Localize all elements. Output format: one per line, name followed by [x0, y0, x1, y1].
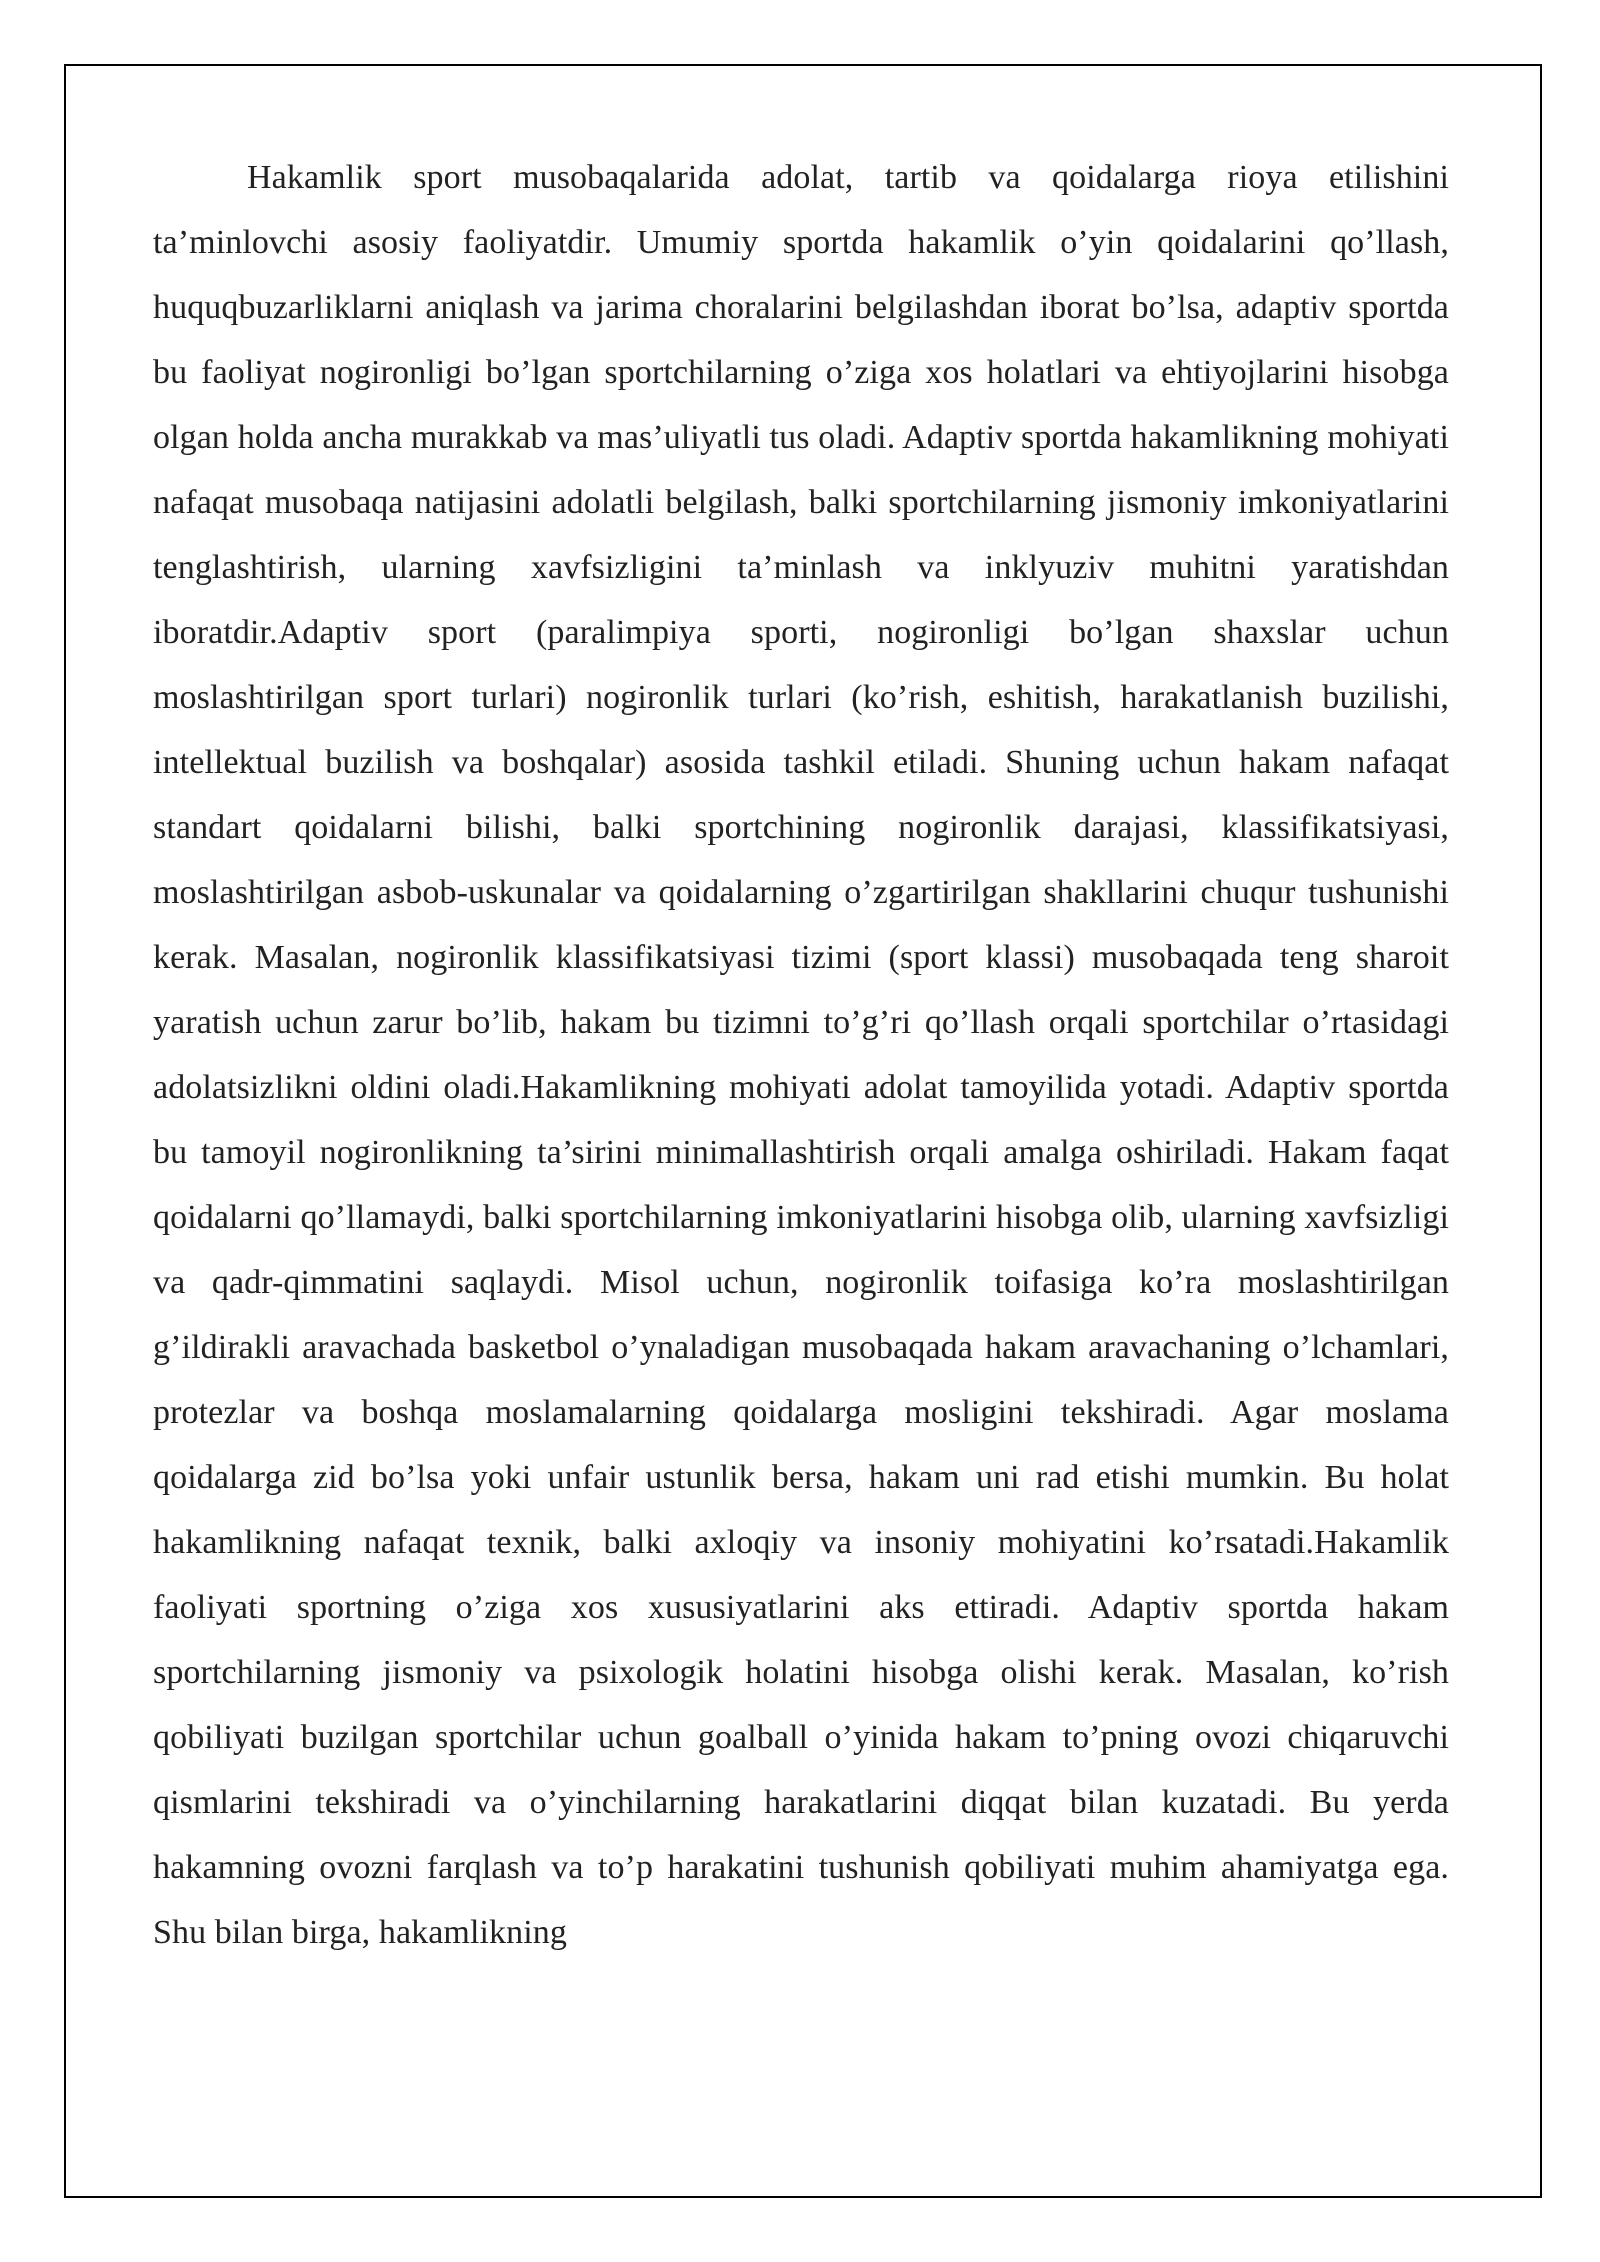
body-paragraph: Hakamlik sport musobaqalarida adolat, tartib va qoidalarga rioya etilishini ta’minlovchi asosiy faoliyatdir. Umumiy sportda hakamlik o’yin qoidalarini qo’llash, huquqbuzarliklarni aniqlash va jarima choralarini belgilashdan iborat bo’lsa, adaptiv sportda bu faoliyat nogironligi bo’lgan sportchilarning o’ziga xos holatlari va ehtiyojlarini hisobga olgan holda ancha murakkab va mas’uliyatli tus oladi. Adaptiv sportda hakamlikning mohiyati nafaqat musobaqa natijasini adolatli belgilash, balki sportchilarning jismoniy imkoniyatlarini tenglashtirish, ularning xavfsizligini ta’minlash va inklyuziv muhitni yaratishdan iboratdir.Adaptiv sport (paralimpiya sporti, nogironligi bo’lgan shaxslar uchun moslashtirilgan sport turlari) nogironlik turlari (ko’rish, eshitish, harakatlanish buzilishi, intellektual buzilish va boshqalar) asosida tashkil etiladi. Shuning uchun hakam nafaqat standart qoidalarni bilishi, balki sportchining nogironlik darajasi, klassifikatsiyasi, moslashtirilgan asbob-uskunalar va qoidalarning o’zgartirilgan shakllarini chuqur tushunishi kerak. Masalan, nogironlik klassifikatsiyasi tizimi (sport klassi) musobaqada teng sharoit yaratish uchun zarur bo’lib, hakam bu tizimni to’g’ri qo’llash orqali sportchilar o’rtasidagi adolatsizlikni oldini oladi.Hakamlikning mohiyati adolat tamoyilida yotadi. Adaptiv sportda bu tamoyil nogironlikning ta’sirini minimallashtirish orqali amalga oshiriladi. Hakam faqat qoidalarni qo’llamaydi, balki sportchilarning imkoniyatlarini hisobga olib, ularning xavfsizligi va qadr-qimmatini saqlaydi. Misol uchun, nogironlik toifasiga ko’ra moslashtirilgan g’ildirakli aravachada basketbol o’ynaladigan musobaqada hakam aravachaning o’lchamlari, protezlar va boshqa moslamalarning qoidalarga mosligini tekshiradi. Agar moslama qoidalarga zid bo’lsa yoki unfair ustunlik bersa, hakam uni rad etishi mumkin. Bu holat hakamlikning nafaqat texnik, balki axloqiy va insoniy mohiyatini ko’rsatadi.Hakamlik faoliyati sportning o’ziga xos xususiyatlarini aks ettiradi. Adaptiv sportda hakam sportchilarning jismoniy va psixologik holatini hisobga olishi kerak. Masalan, ko’rish qobiliyati buzilgan sportchilar uchun goalball o’yinida hakam to’pning ovozi chiqaruvchi qismlarini tekshiradi va o’yinchilarning harakatlarini diqqat bilan kuzatadi. Bu yerda hakamning ovozni farqlash va to’p harakatini tushunish qobiliyati muhim ahamiyatga ega. Shu bilan birga, hakamlikning [153, 159, 1449, 1951]
